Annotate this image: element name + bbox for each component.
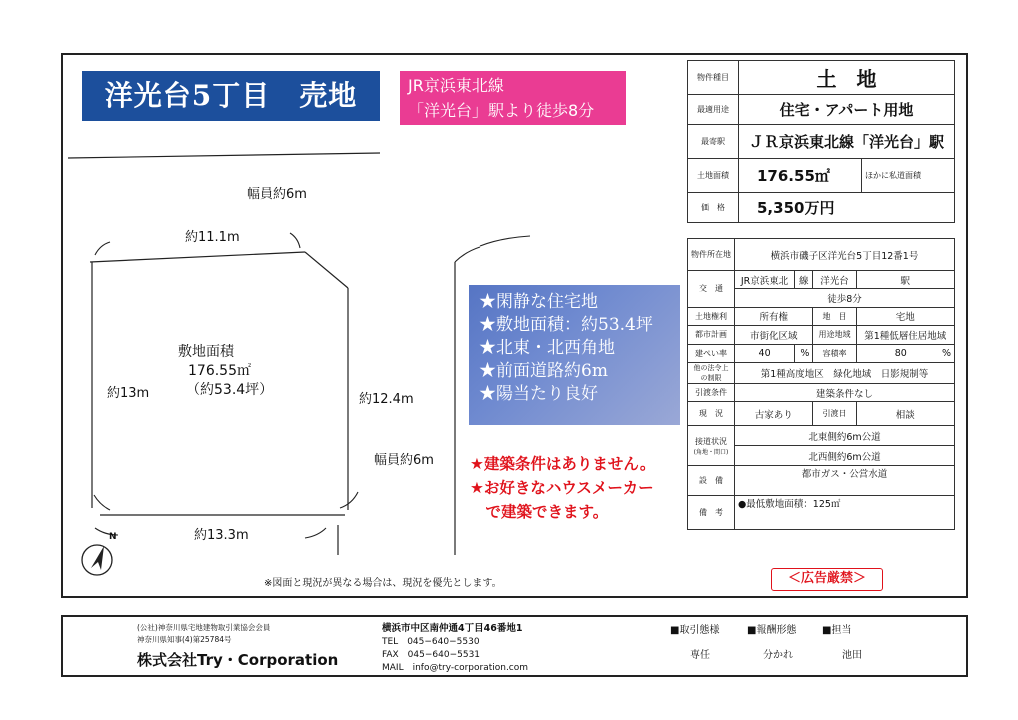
- right-side-length: 約12.4m: [359, 392, 414, 407]
- road-east-width: 幅員約6m: [374, 453, 434, 468]
- road-north-width: 幅員約6m: [247, 187, 307, 202]
- station-label: 最寄駅: [688, 125, 739, 159]
- transport-label: 交 通: [688, 271, 735, 308]
- company-fax: FAX 045−640−5531: [382, 650, 481, 660]
- dim-arc: [95, 242, 110, 255]
- left-side-length: 約13m: [107, 386, 150, 401]
- station-walk: 「洋光台」駅より徒歩8分: [408, 101, 595, 120]
- transaction-type-label: ■取引態様: [670, 625, 720, 636]
- company-mail: MAIL info@try-corporation.com: [382, 663, 529, 673]
- red-note: で建築できます。: [470, 503, 609, 521]
- road-east-curb: [455, 247, 480, 262]
- rights-value: 所有権: [735, 307, 813, 325]
- access-label-text: 接道状況: [695, 436, 727, 446]
- facilities-label: 設 備: [688, 466, 735, 496]
- feature-item: ★閑静な住宅地: [479, 292, 598, 312]
- top-side-length: 約11.1m: [185, 230, 240, 245]
- page-title: 洋光台5丁目 売地: [82, 71, 380, 121]
- other-restrictions: 第1種高度地区 緑化地域 日影規制等: [735, 362, 955, 383]
- handover-label: 引渡条件: [688, 383, 735, 401]
- transaction-type-value: 専任: [690, 650, 710, 661]
- transport-station: 洋光台: [813, 271, 856, 289]
- access-northeast: 北東側約6m公道: [735, 426, 955, 446]
- address-value: 横浜市磯子区洋光台5丁目12番1号: [735, 239, 955, 271]
- type-label: 物件種目: [688, 61, 739, 95]
- association-text: (公社)神奈川県宅地建物取引業協会会員: [137, 623, 271, 632]
- fee-type-value: 分かれ: [763, 650, 793, 661]
- company-address: 横浜市中区南仲通4丁目46番地1: [382, 623, 523, 634]
- chimoku-value: 宅地: [856, 307, 954, 325]
- ad-ban-stamp: ＜広告厳禁＞: [771, 568, 883, 591]
- disclaimer-note: ※図面と現況が異なる場合は、現況を優先とします。: [264, 578, 502, 589]
- transport-walk: 徒歩8分: [735, 289, 955, 307]
- dim-arc: [305, 528, 326, 538]
- station-value: ＪＲ京浜東北線「洋光台」駅: [739, 125, 955, 159]
- building-condition-notes: [470, 452, 685, 524]
- feature-item: ★敷地面積：約53.4坪: [479, 315, 653, 335]
- use-value: 住宅・アパート用地: [739, 95, 955, 125]
- dim-arc: [290, 233, 300, 248]
- compass-north-label: N: [109, 532, 117, 542]
- address-label: 物件所在地: [688, 239, 735, 271]
- feature-item: ★北東・北西角地: [479, 338, 615, 358]
- transport-line: JR京浜東北: [735, 271, 795, 289]
- dim-arc: [94, 495, 110, 510]
- road-north-line: [68, 153, 380, 158]
- dim-arc: [480, 236, 530, 246]
- company-tel: TEL 045−640−5530: [382, 637, 480, 647]
- area-value: 176.55㎡: [188, 363, 251, 379]
- zoning-value: 第1種低層住居地域: [856, 326, 954, 344]
- type-value: 土 地: [739, 61, 955, 95]
- far-number: 80: [894, 347, 907, 359]
- staff-value: 池田: [842, 650, 862, 661]
- planning-label: 都市計画: [688, 326, 735, 344]
- planning-value: 市街化区域: [735, 326, 813, 344]
- handover-value: 建築条件なし: [735, 383, 955, 401]
- company-name: 株式会社Try・Corporation: [137, 651, 339, 669]
- license-text: 神奈川県知事(4)第25784号: [137, 635, 232, 644]
- rights-label: 土地権利: [688, 307, 735, 325]
- private-road-label: ほかに私道面積: [862, 159, 955, 193]
- coverage-unit: %: [795, 344, 813, 362]
- lot-corner-edge: [305, 252, 348, 288]
- other-restrictions-label: 他の法令上の制限: [688, 362, 735, 383]
- dim-arc: [340, 492, 358, 508]
- facilities-value: 都市ガス・公営水道: [735, 466, 955, 496]
- land-area-label: 土地面積: [688, 159, 739, 193]
- far-label: 容積率: [813, 344, 856, 362]
- staff-label: ■担当: [822, 625, 852, 636]
- remarks-value: ●最低敷地面積：125㎡: [735, 496, 955, 530]
- price-label: 価 格: [688, 193, 739, 223]
- feature-item: ★陽当たり良好: [479, 384, 598, 404]
- remarks-label: 備 考: [688, 496, 735, 530]
- hikiwatashi-value: 相談: [856, 402, 954, 426]
- feature-list: [469, 285, 680, 425]
- far-unit: %: [941, 347, 951, 359]
- details-table: [687, 238, 955, 530]
- area-tsubo: （約53.4坪）: [186, 382, 274, 398]
- area-label: 敷地面積: [178, 344, 234, 360]
- transport-eki: 駅: [856, 271, 954, 289]
- summary-table: [687, 60, 955, 223]
- fee-type-label: ■報酬形態: [747, 625, 797, 636]
- coverage-label: 建ぺい率: [688, 344, 735, 362]
- bottom-side-length: 約13.3m: [194, 528, 249, 543]
- transport-sen: 線: [795, 271, 813, 289]
- price-value: 5,350万円: [739, 193, 955, 223]
- zoning-label: 用途地域: [813, 326, 856, 344]
- land-area-value: 176.55㎡: [739, 159, 862, 193]
- feature-item: ★前面道路約6m: [479, 361, 608, 381]
- red-note: ★建築条件はありません。: [470, 455, 656, 473]
- station-line: JR京浜東北線: [408, 76, 504, 95]
- use-label: 最適用途: [688, 95, 739, 125]
- far-value: [856, 344, 954, 362]
- status-label: 現 況: [688, 402, 735, 426]
- coverage-value: 40: [735, 344, 795, 362]
- lot-top-edge: [90, 252, 305, 262]
- access-label: [688, 426, 735, 466]
- chimoku-label: 地 目: [813, 307, 856, 325]
- status-value: 古家あり: [735, 402, 813, 426]
- access-label-sub: (角地・間口): [693, 448, 729, 456]
- red-note: ★お好きなハウスメーカー: [470, 479, 654, 497]
- access-northwest: 北西側約6m公道: [735, 446, 955, 466]
- hikiwatashi-label: 引渡日: [813, 402, 856, 426]
